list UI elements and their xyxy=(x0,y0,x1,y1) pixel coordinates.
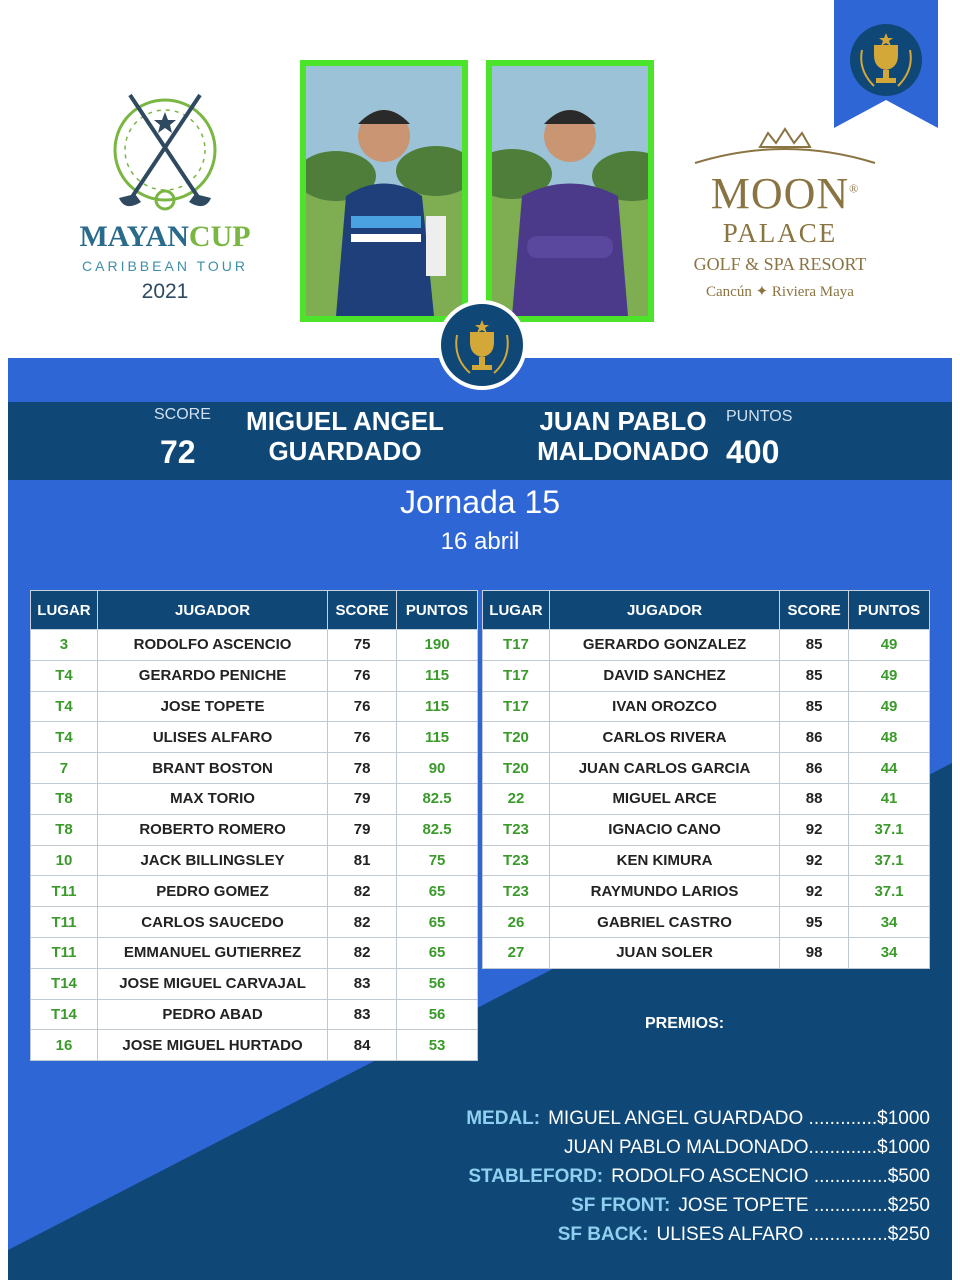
table-row xyxy=(483,660,930,691)
table-row xyxy=(483,937,930,968)
header-score: SCORE xyxy=(328,591,397,630)
cell-lugar: 7 xyxy=(31,753,98,784)
moon-palace-logo xyxy=(690,120,880,310)
cell-jugador: RAYMUNDO LARIOS xyxy=(549,876,779,907)
cell-puntos: 65 xyxy=(397,937,478,968)
cell-lugar: 26 xyxy=(483,907,550,938)
cell-puntos: 56 xyxy=(397,999,478,1030)
table-row xyxy=(483,691,930,722)
logo-line3: GOLF & SPA RESORT xyxy=(693,254,867,274)
results-table-left xyxy=(30,590,478,1061)
table-row xyxy=(31,1030,478,1061)
table-row xyxy=(31,753,478,784)
mayan-cup-logo xyxy=(60,90,270,320)
cell-score: 76 xyxy=(328,691,397,722)
table-header-row xyxy=(483,591,930,630)
table-header-row xyxy=(31,591,478,630)
header-lugar: LUGAR xyxy=(483,591,550,630)
logo-line2: PALACE xyxy=(722,218,838,248)
cell-lugar: T8 xyxy=(31,783,98,814)
cell-lugar: T20 xyxy=(483,753,550,784)
cell-puntos: 37.1 xyxy=(849,876,930,907)
cell-puntos: 37.1 xyxy=(849,845,930,876)
cell-puntos: 65 xyxy=(397,907,478,938)
table-row xyxy=(483,783,930,814)
cell-lugar: T8 xyxy=(31,814,98,845)
header-score: SCORE xyxy=(780,591,849,630)
cell-puntos: 82.5 xyxy=(397,783,478,814)
player-1-name: MIGUEL ANGEL GUARDADO xyxy=(246,406,444,466)
header-lugar: LUGAR xyxy=(31,591,98,630)
cell-score: 92 xyxy=(780,814,849,845)
cell-lugar: 27 xyxy=(483,937,550,968)
logo-name: MOON® xyxy=(710,169,860,218)
cell-lugar: T14 xyxy=(31,968,98,999)
cell-jugador: IVAN OROZCO xyxy=(549,691,779,722)
table-row xyxy=(31,660,478,691)
cell-puntos: 41 xyxy=(849,783,930,814)
cell-jugador: ULISES ALFARO xyxy=(97,722,327,753)
cell-puntos: 53 xyxy=(397,1030,478,1061)
cell-puntos: 65 xyxy=(397,876,478,907)
cell-jugador: RODOLFO ASCENCIO xyxy=(97,630,327,661)
cell-puntos: 115 xyxy=(397,691,478,722)
cell-lugar: T23 xyxy=(483,814,550,845)
cell-jugador: EMMANUEL GUTIERREZ xyxy=(97,937,327,968)
cell-score: 75 xyxy=(328,630,397,661)
cell-jugador: DAVID SANCHEZ xyxy=(549,660,779,691)
table-row xyxy=(31,937,478,968)
cell-score: 78 xyxy=(328,753,397,784)
cell-lugar: T11 xyxy=(31,876,98,907)
cell-score: 76 xyxy=(328,660,397,691)
header-puntos: PUNTOS xyxy=(397,591,478,630)
prize-line: MEDAL: MIGUEL ANGEL GUARDADO .............$1000 xyxy=(466,1108,930,1129)
cell-score: 88 xyxy=(780,783,849,814)
cell-jugador: CARLOS SAUCEDO xyxy=(97,907,327,938)
score-label: SCORE xyxy=(154,406,211,423)
table-row xyxy=(31,783,478,814)
player-photo-1 xyxy=(300,60,468,322)
cell-puntos: 49 xyxy=(849,660,930,691)
cell-score: 79 xyxy=(328,783,397,814)
cell-score: 92 xyxy=(780,845,849,876)
table-row xyxy=(31,722,478,753)
cell-lugar: T17 xyxy=(483,630,550,661)
header-puntos: PUNTOS xyxy=(849,591,930,630)
table-row xyxy=(31,814,478,845)
logo-brand: MAYANCUP xyxy=(79,220,251,253)
table-row xyxy=(31,907,478,938)
cell-jugador: GERARDO PENICHE xyxy=(97,660,327,691)
table-row xyxy=(483,814,930,845)
prize-line: SF BACK: ULISES ALFARO ...............$250 xyxy=(557,1224,930,1245)
cell-score: 92 xyxy=(780,876,849,907)
logo-location: Cancún ✦ Riviera Maya xyxy=(706,284,854,300)
cell-score: 86 xyxy=(780,722,849,753)
cell-score: 79 xyxy=(328,814,397,845)
winners-banner xyxy=(8,402,952,480)
cell-puntos: 190 xyxy=(397,630,478,661)
cell-lugar: 3 xyxy=(31,630,98,661)
cell-puntos: 44 xyxy=(849,753,930,784)
cell-lugar: T17 xyxy=(483,691,550,722)
table-row xyxy=(483,907,930,938)
cell-score: 82 xyxy=(328,907,397,938)
cell-lugar: T11 xyxy=(31,907,98,938)
header-jugador: JUGADOR xyxy=(97,591,327,630)
score-value: 72 xyxy=(160,434,196,470)
table-row xyxy=(31,876,478,907)
cell-jugador: IGNACIO CANO xyxy=(549,814,779,845)
cell-jugador: JUAN SOLER xyxy=(549,937,779,968)
table-row xyxy=(31,968,478,999)
cell-puntos: 49 xyxy=(849,691,930,722)
table-row xyxy=(483,630,930,661)
table-row xyxy=(483,845,930,876)
cell-jugador: PEDRO ABAD xyxy=(97,999,327,1030)
table-row xyxy=(31,845,478,876)
cell-lugar: T4 xyxy=(31,722,98,753)
event-title: Jornada 15 xyxy=(399,484,561,520)
points-value: 400 xyxy=(726,434,780,470)
cell-score: 83 xyxy=(328,968,397,999)
cell-puntos: 115 xyxy=(397,722,478,753)
cell-lugar: T4 xyxy=(31,691,98,722)
cell-lugar: T20 xyxy=(483,722,550,753)
event-date: 16 abril xyxy=(440,528,520,555)
cell-jugador: ROBERTO ROMERO xyxy=(97,814,327,845)
cell-jugador: BRANT BOSTON xyxy=(97,753,327,784)
results-table-right xyxy=(482,590,930,969)
player-photo-2 xyxy=(486,60,654,322)
points-label: PUNTOS xyxy=(726,408,793,425)
cell-puntos: 34 xyxy=(849,907,930,938)
cell-score: 83 xyxy=(328,999,397,1030)
cell-jugador: MAX TORIO xyxy=(97,783,327,814)
cell-puntos: 115 xyxy=(397,660,478,691)
table-row xyxy=(31,999,478,1030)
cell-jugador: MIGUEL ARCE xyxy=(549,783,779,814)
cell-score: 82 xyxy=(328,876,397,907)
cell-jugador: JOSE MIGUEL CARVAJAL xyxy=(97,968,327,999)
cell-score: 98 xyxy=(780,937,849,968)
cell-score: 95 xyxy=(780,907,849,938)
cell-score: 85 xyxy=(780,691,849,722)
cell-jugador: JUAN CARLOS GARCIA xyxy=(549,753,779,784)
cell-puntos: 49 xyxy=(849,630,930,661)
cell-lugar: 10 xyxy=(31,845,98,876)
cell-jugador: GERARDO GONZALEZ xyxy=(549,630,779,661)
table-row xyxy=(483,753,930,784)
cell-score: 76 xyxy=(328,722,397,753)
table-row xyxy=(31,630,478,661)
prize-line: JUAN PABLO MALDONADO.............$1000 xyxy=(563,1137,930,1158)
cell-lugar: T4 xyxy=(31,660,98,691)
header-jugador: JUGADOR xyxy=(549,591,779,630)
cell-lugar: T11 xyxy=(31,937,98,968)
cell-lugar: T23 xyxy=(483,845,550,876)
table-row xyxy=(31,691,478,722)
cell-score: 81 xyxy=(328,845,397,876)
golf-clubs-icon xyxy=(105,90,225,220)
logo-subtitle: CARIBBEAN TOUR xyxy=(82,258,248,274)
prizes-title: PREMIOS: xyxy=(645,1015,725,1032)
cell-puntos: 56 xyxy=(397,968,478,999)
cell-puntos: 90 xyxy=(397,753,478,784)
player-2-name: JUAN PABLO MALDONADO xyxy=(537,406,709,466)
trophy-ribbon xyxy=(834,0,938,128)
cell-lugar: T14 xyxy=(31,999,98,1030)
cell-puntos: 75 xyxy=(397,845,478,876)
cell-score: 82 xyxy=(328,937,397,968)
cell-jugador: JOSE TOPETE xyxy=(97,691,327,722)
cell-puntos: 34 xyxy=(849,937,930,968)
trophy-medallion xyxy=(437,300,527,390)
cell-jugador: GABRIEL CASTRO xyxy=(549,907,779,938)
cell-puntos: 82.5 xyxy=(397,814,478,845)
cell-puntos: 37.1 xyxy=(849,814,930,845)
cell-jugador: CARLOS RIVERA xyxy=(549,722,779,753)
cell-jugador: JOSE MIGUEL HURTADO xyxy=(97,1030,327,1061)
cell-score: 85 xyxy=(780,630,849,661)
prize-line: STABLEFORD: RODOLFO ASCENCIO ..............$500 xyxy=(468,1166,930,1187)
table-row xyxy=(483,722,930,753)
cell-jugador: KEN KIMURA xyxy=(549,845,779,876)
cell-lugar: 22 xyxy=(483,783,550,814)
cell-score: 86 xyxy=(780,753,849,784)
cell-score: 85 xyxy=(780,660,849,691)
cell-jugador: PEDRO GOMEZ xyxy=(97,876,327,907)
prize-line: SF FRONT: JOSE TOPETE ..............$250 xyxy=(571,1195,930,1216)
cell-lugar: T17 xyxy=(483,660,550,691)
logo-year: 2021 xyxy=(141,280,189,303)
cell-score: 84 xyxy=(328,1030,397,1061)
crown-icon xyxy=(690,125,880,165)
cell-lugar: T23 xyxy=(483,876,550,907)
cell-jugador: JACK BILLINGSLEY xyxy=(97,845,327,876)
cell-lugar: 16 xyxy=(31,1030,98,1061)
cell-puntos: 48 xyxy=(849,722,930,753)
table-row xyxy=(483,876,930,907)
